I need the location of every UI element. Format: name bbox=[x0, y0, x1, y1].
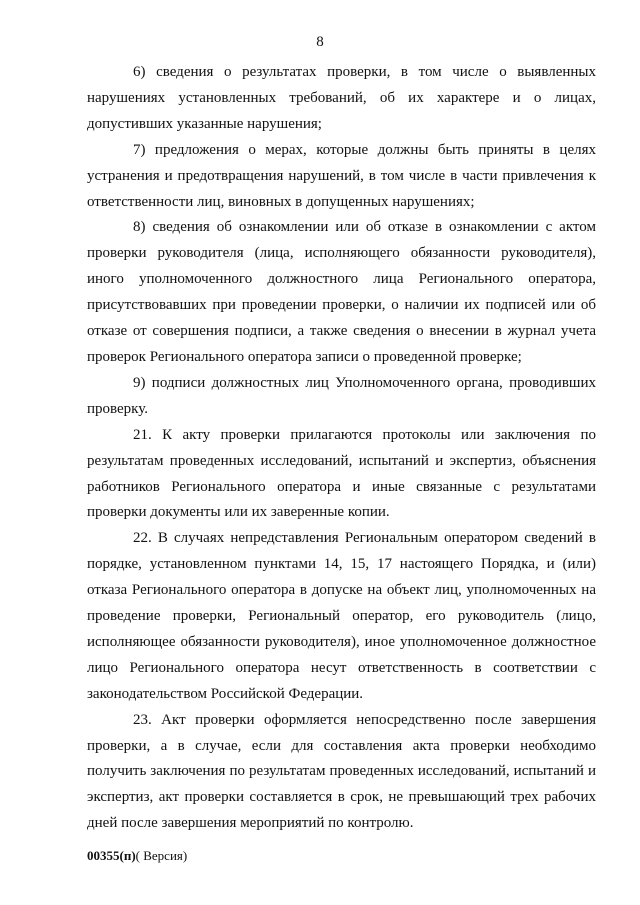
document-version: ( Версия) bbox=[135, 848, 188, 863]
document-code: 00355(п) bbox=[87, 848, 136, 863]
document-body bbox=[87, 60, 596, 837]
paragraph-item-7: 7) предложения о мерах, которые должны быть приняты в целях устранения и предотвращения нарушений, в том числе в части привлечения к ответственности лиц, виновных в допущенных нарушениях; bbox=[87, 141, 596, 210]
paragraph-item-9: 9) подписи должностных лиц Уполномоченного органа, проводивших проверку. bbox=[87, 374, 596, 417]
page-number: 8 bbox=[316, 34, 324, 50]
paragraph-clause-22: 22. В случаях непредставления Региональным оператором сведений в порядке, установленном пунктами 14, 15, 17 настоящего Порядка, и (или) отказа Регионального оператора в допуске на объект лиц, уполномоченных на проведение проверки, Региональный оператор, его руководитель (лицо, исполняющее обязанности руководителя), иное уполномоченное должностное лицо Регионального оператора несут ответственность в соответствии с законодательством Российской Федерации. bbox=[87, 530, 596, 702]
paragraph-item-6: 6) сведения о результатах проверки, в том числе о выявленных нарушениях установленных требований, об их характере и о лицах, допустивших указанные нарушения; bbox=[87, 64, 596, 132]
paragraph-clause-23: 23. Акт проверки оформляется непосредственно после завершения проверки, а в случае, если для составления акта проверки необходимо получить заключения по результатам проведенных исследований, испытаний и экспертиз, акт проверки составляется в срок, не превышающий трех рабочих дней после завершения мероприятий по контролю. bbox=[87, 711, 596, 832]
paragraph-item-8: 8) сведения об ознакомлении или об отказе в ознакомлении с актом проверки руководителя (лица, исполняющего обязанности руководителя), иного уполномоченного должностного лица Регионального оператора, присутствовавших при проведении проверки, о наличии их подписей или об отказе от совершения подписи, а также сведения о внесении в журнал учета проверок Регионального оператора записи о проведенной проверке; bbox=[87, 219, 596, 365]
paragraph-clause-21: 21. К акту проверки прилагаются протоколы или заключения по результатам проведенных исследований, испытаний и экспертиз, объяснения работников Регионального оператора и иные связанные с результатами проверки документы или их заверенные копии. bbox=[87, 426, 596, 521]
document-footer bbox=[87, 848, 187, 864]
